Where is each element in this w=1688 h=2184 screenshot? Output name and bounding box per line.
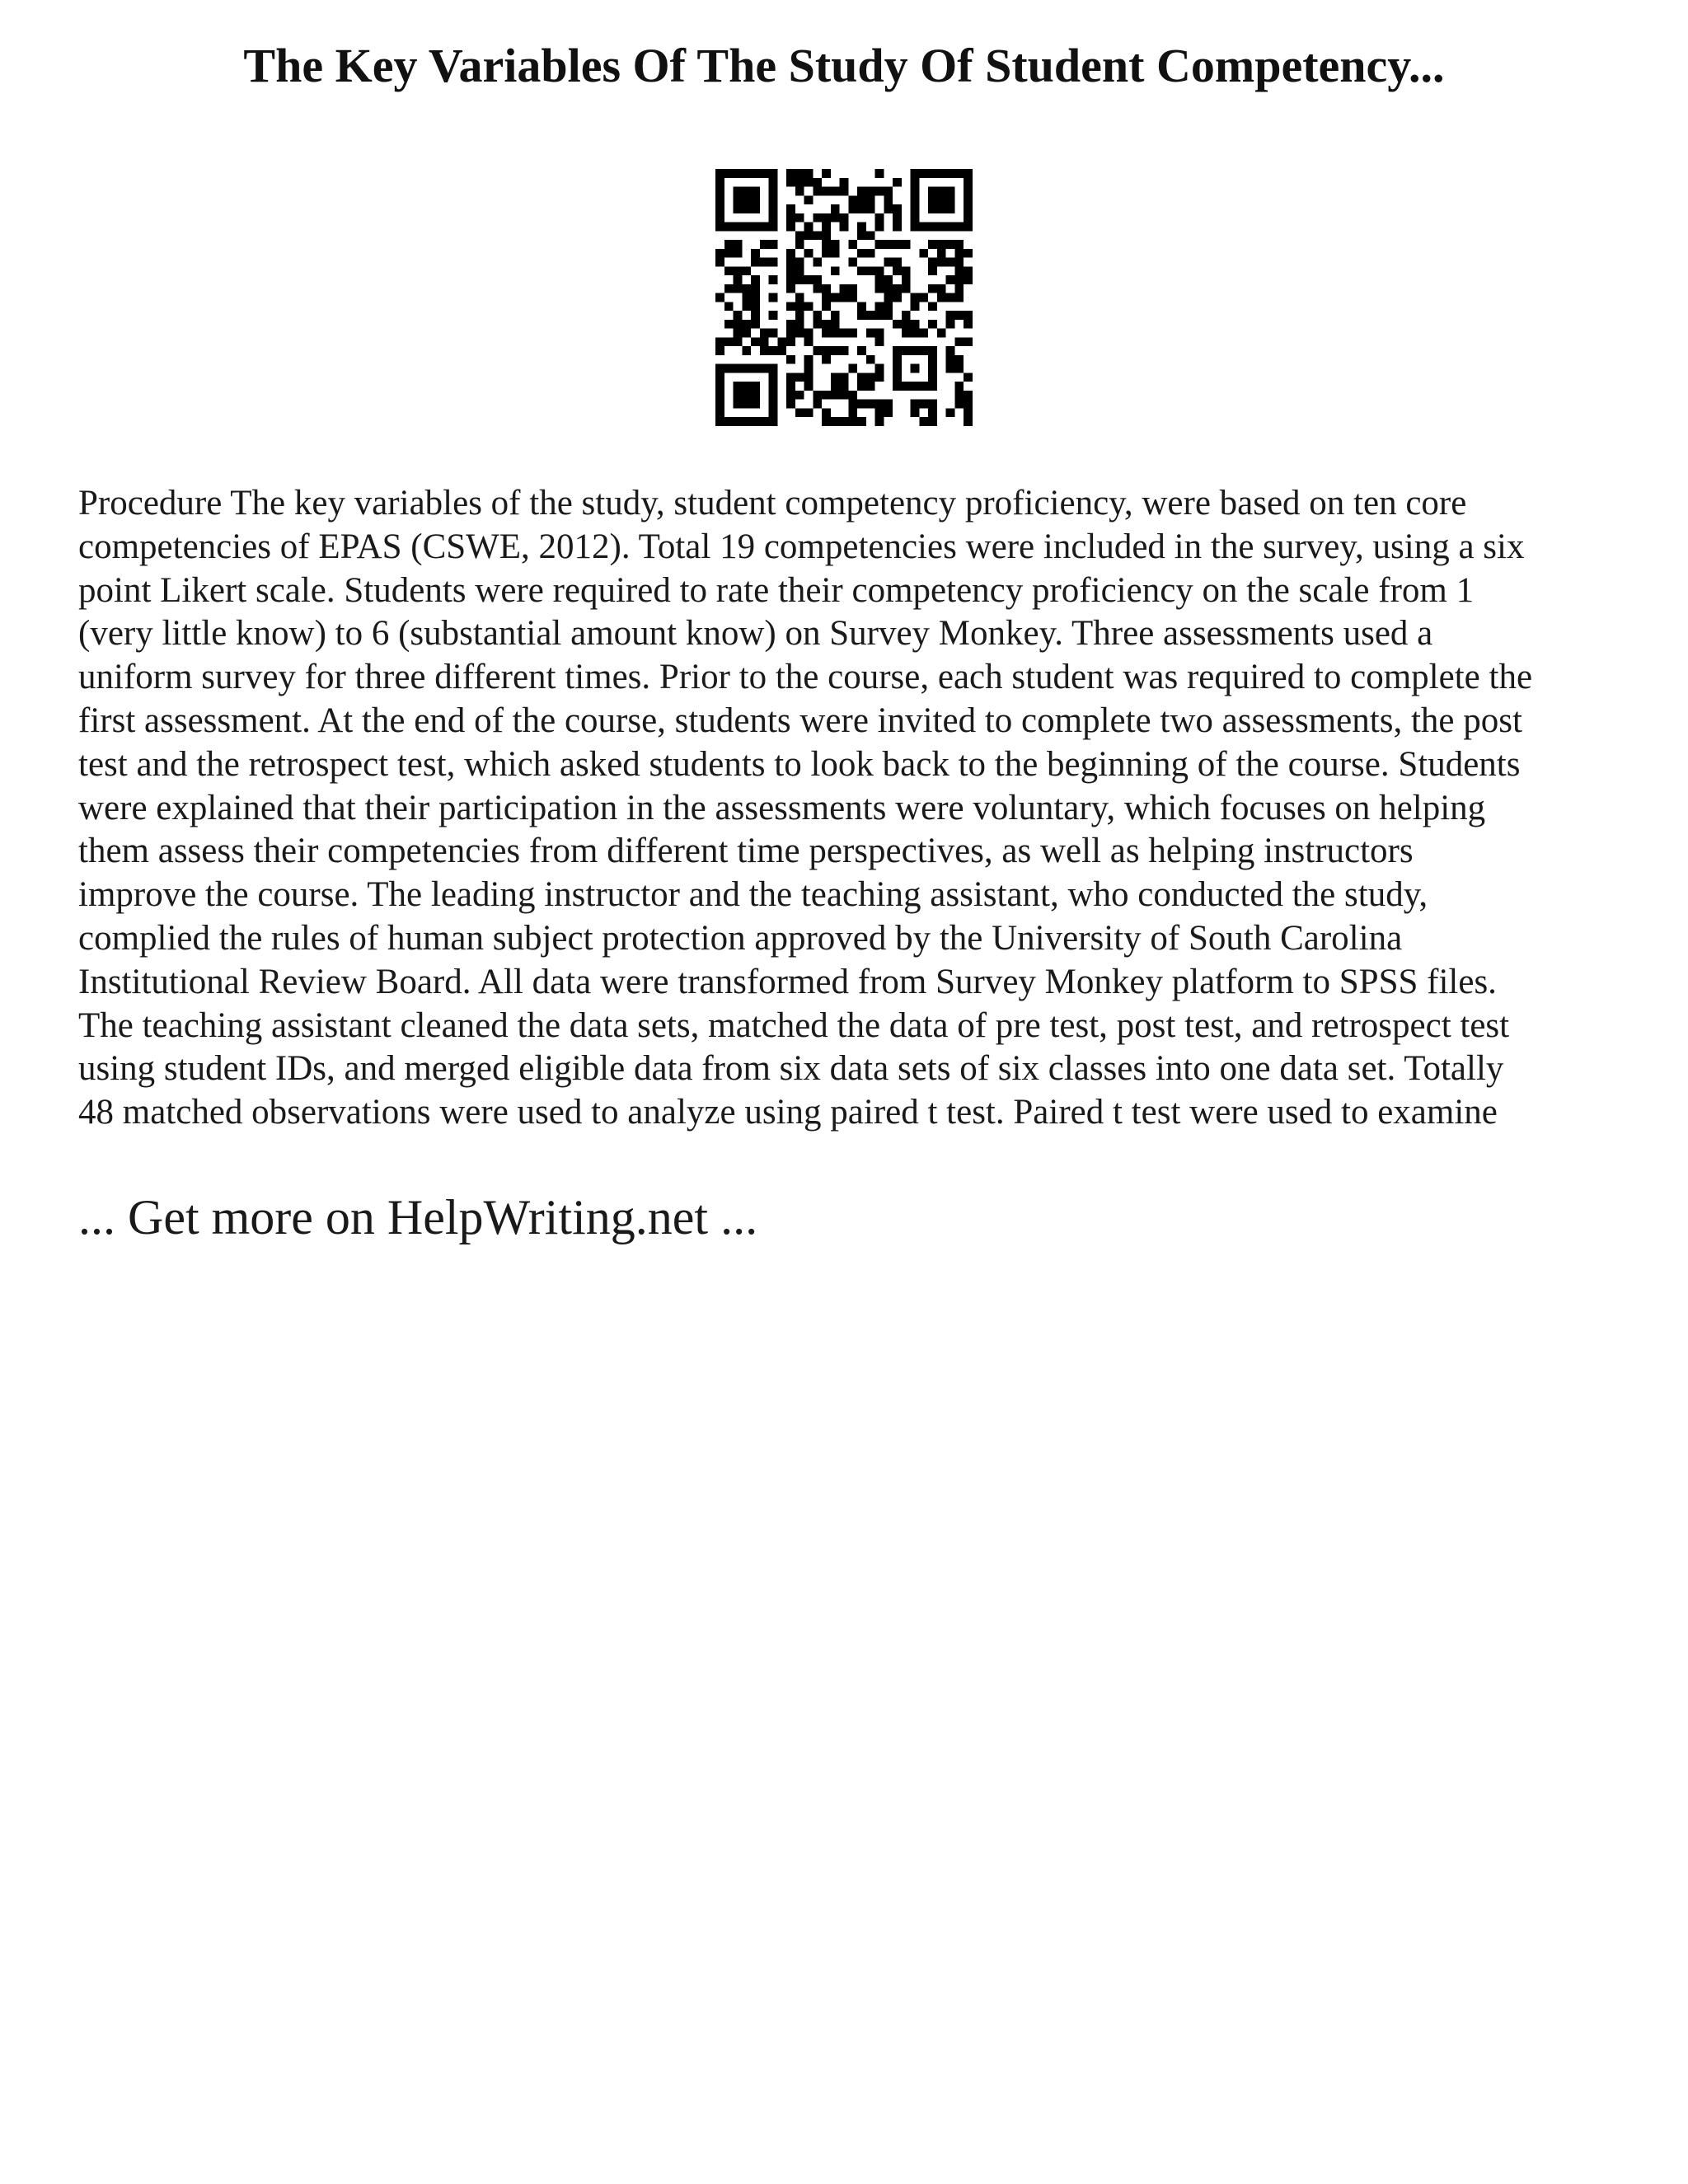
body-line: were explained that their participation in the assessments were voluntary, which focuses on helping: [78, 788, 1486, 827]
body-line: test and the retrospect test, which asked students to look back to the beginning of the course. Students: [78, 744, 1521, 784]
body-line: uniform survey for three different times. Prior to the course, each student was required to complete the: [78, 658, 1533, 697]
body-line: improve the course. The leading instructor and the teaching assistant, who conducted the study,: [78, 875, 1428, 915]
body-line: 48 matched observations were used to analyze using paired t test. Paired t test were used to examine: [78, 1093, 1498, 1132]
body-line: point Likert scale. Students were required to rate their competency proficiency on the scale from 1: [78, 570, 1475, 610]
body-line: (very little know) to 6 (substantial amount know) on Survey Monkey. Three assessments used a: [78, 614, 1433, 654]
page-title: The Key Variables Of The Study Of Student Competency...: [243, 39, 1445, 92]
body-paragraph: [78, 482, 1628, 1135]
body-line: The teaching assistant cleaned the data sets, matched the data of pre test, post test, and retrospect test: [78, 1005, 1510, 1045]
qr-code-icon: [715, 169, 973, 426]
body-line: Institutional Review Board. All data were transformed from Survey Monkey platform to SPSS files.: [78, 962, 1497, 1001]
get-more-link[interactable]: ... Get more on HelpWriting.net ...: [78, 1190, 758, 1244]
body-line: complied the rules of human subject protection approved by the University of South Carolina: [78, 918, 1403, 958]
body-line: competencies of EPAS (CSWE, 2012). Total 19 competencies were included in the survey, using a six: [78, 527, 1525, 566]
body-line: using student IDs, and merged eligible data from six data sets of six classes into one data set. Totally: [78, 1049, 1504, 1089]
body-line: Procedure The key variables of the study, student competency proficiency, were based on ten core: [78, 484, 1467, 523]
body-line: first assessment. At the end of the course, students were invited to complete two assessments, the post: [78, 701, 1522, 740]
body-line: them assess their competencies from different time perspectives, as well as helping instructors: [78, 832, 1414, 871]
